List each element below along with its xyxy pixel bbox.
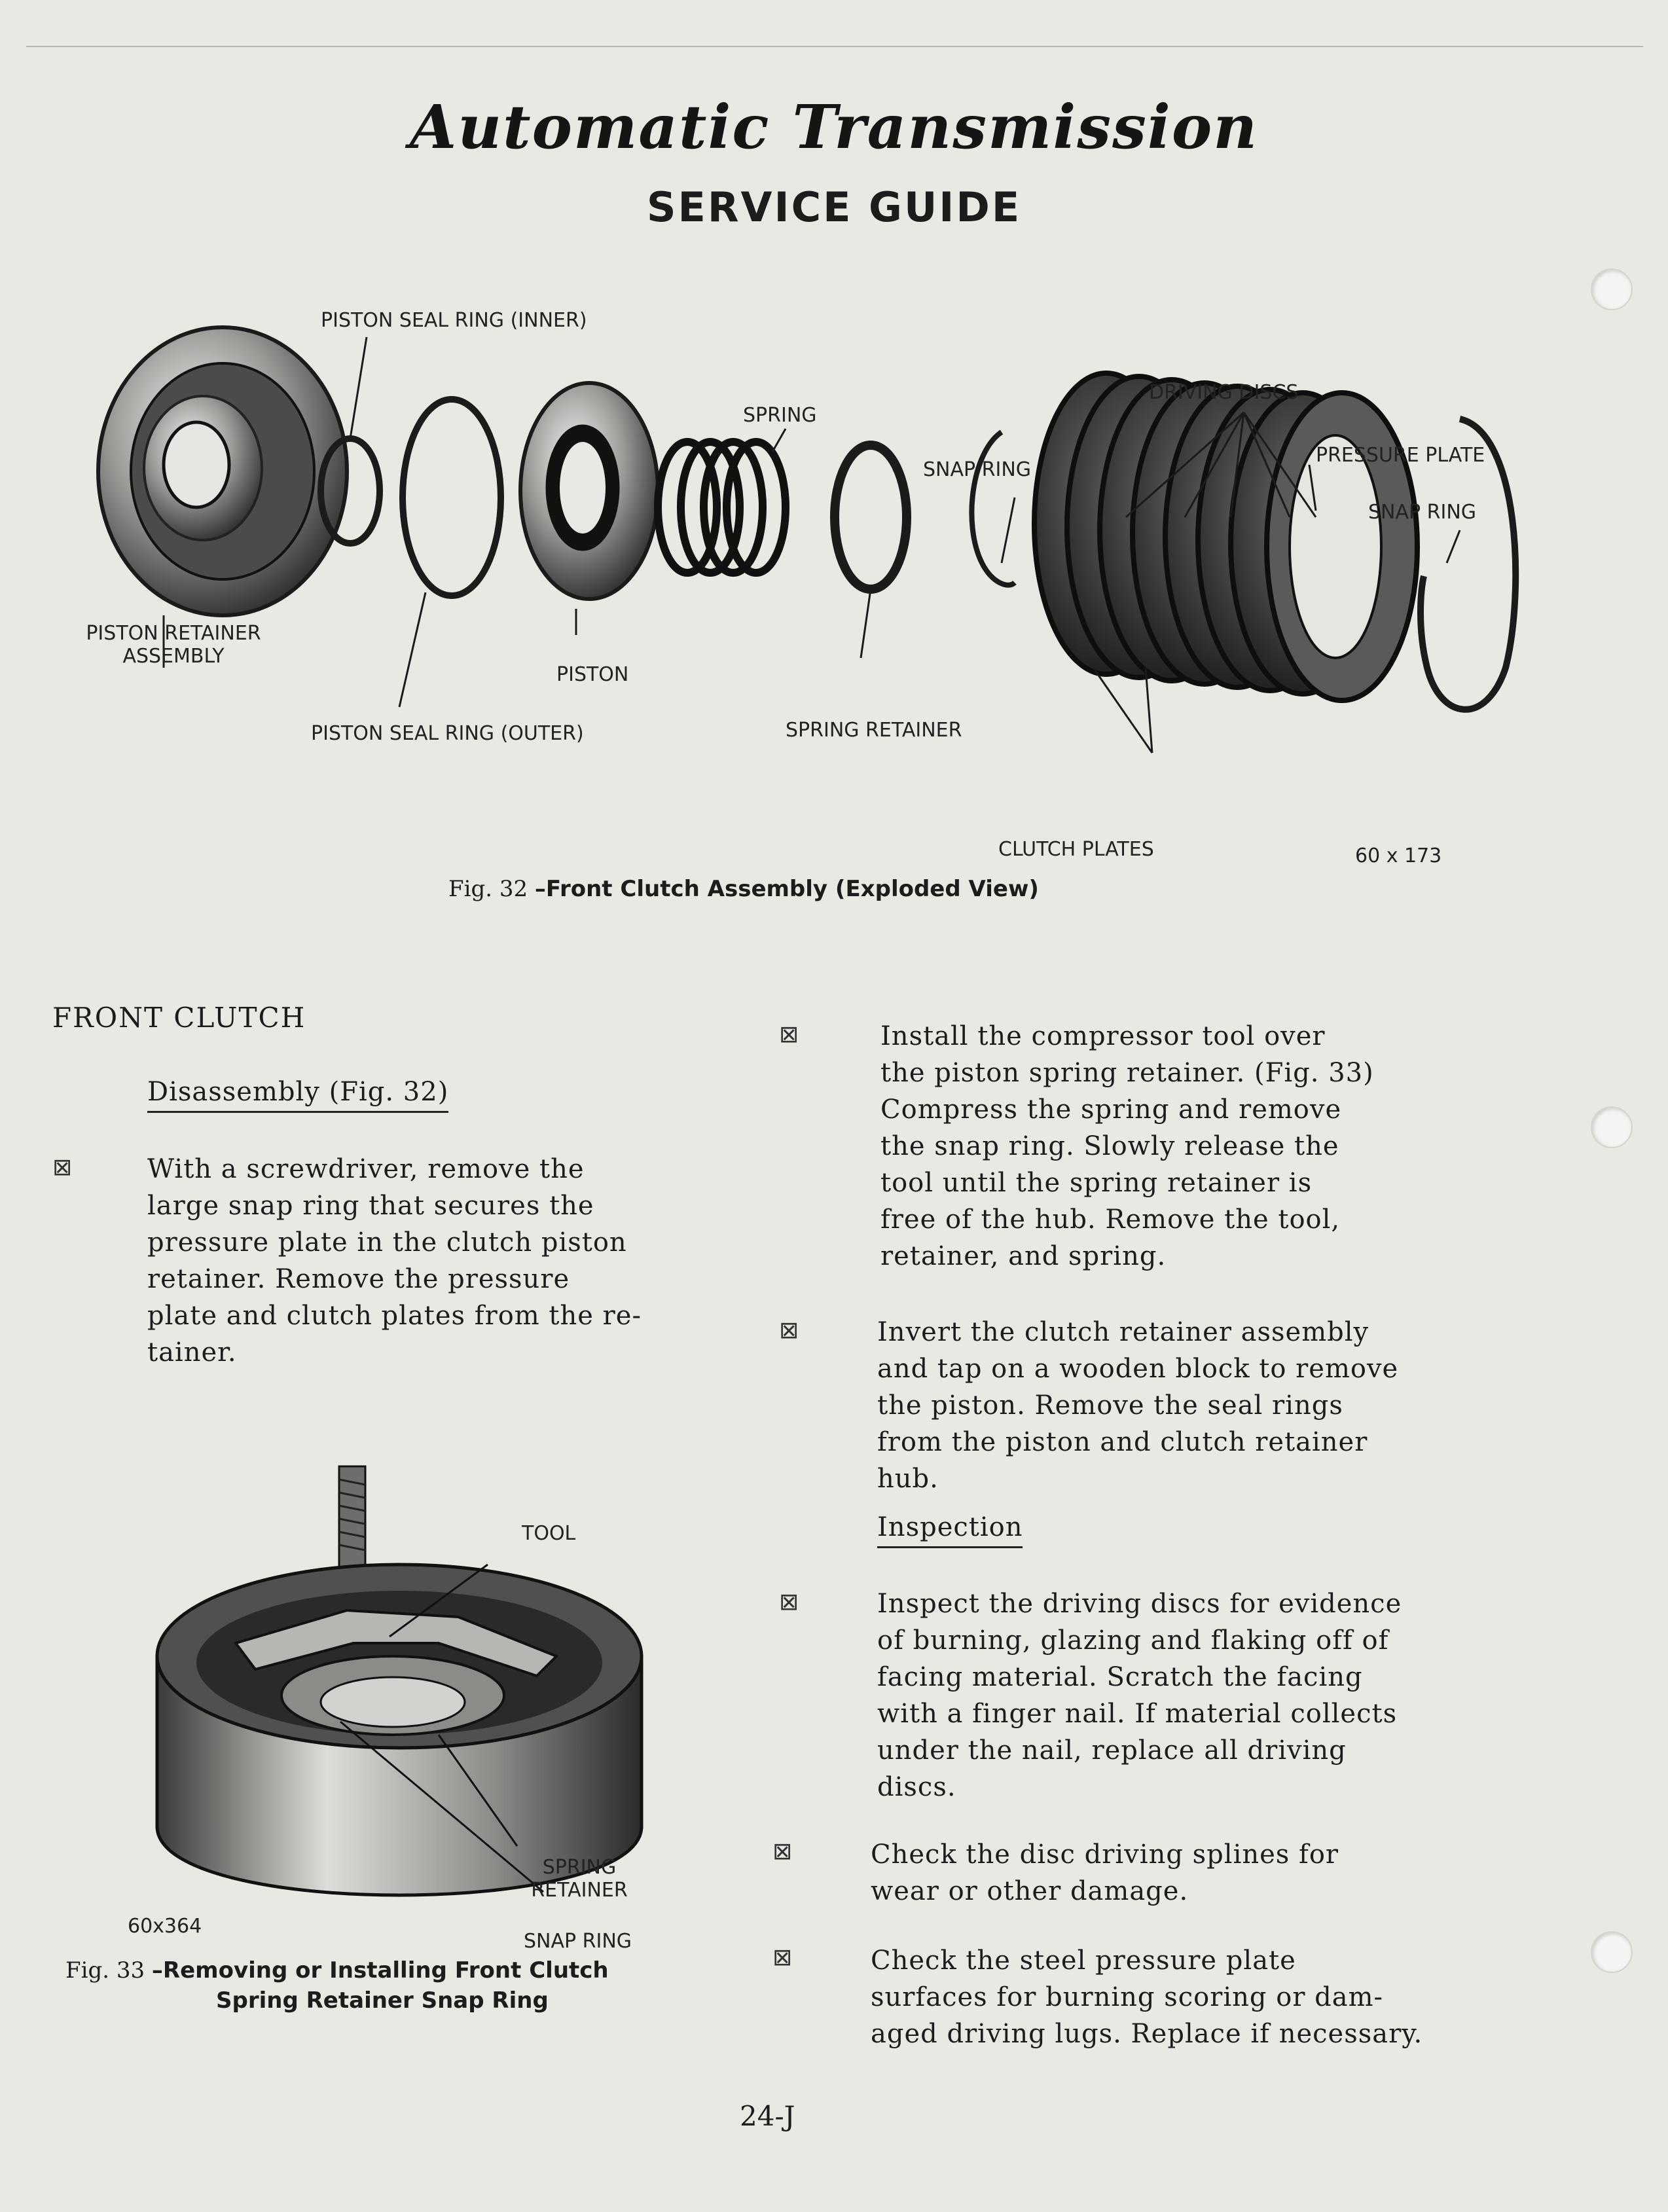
- para-line: the piston spring retainer. (Fig. 33): [880, 1058, 1374, 1088]
- label-spring: SPRING: [743, 404, 817, 427]
- para-line: with a finger nail. If material collects: [877, 1699, 1398, 1729]
- figure-32-caption-title: –Front Clutch Assembly (Exploded View): [534, 876, 1039, 902]
- subsection-title-inspection: Inspection: [877, 1512, 1023, 1548]
- label-piston-seal-outer: PISTON SEAL RING (OUTER): [311, 722, 584, 745]
- para-line: and tap on a wooden block to remove: [877, 1354, 1399, 1384]
- checkbox-bullet: ⊠: [779, 1021, 799, 1048]
- checkbox-bullet: ⊠: [52, 1154, 73, 1181]
- label-tool: TOOL: [522, 1522, 576, 1545]
- para-line: retainer, and spring.: [880, 1241, 1167, 1271]
- checkbox-bullet: ⊠: [779, 1589, 799, 1616]
- para-line: discs.: [877, 1772, 956, 1802]
- figure-32-caption: [448, 876, 1039, 902]
- piston-retainer-drum: [98, 327, 347, 615]
- label-spring-retainer: SPRING RETAINER: [786, 719, 962, 742]
- label-snap-ring-left: SNAP RING: [923, 458, 1032, 481]
- checkbox-bullet: ⊠: [772, 1944, 793, 1971]
- para-line: pressure plate in the clutch piston: [147, 1227, 627, 1258]
- para-line: the snap ring. Slowly release the: [880, 1131, 1339, 1161]
- label-piston: PISTON: [556, 663, 629, 686]
- para-line: tainer.: [147, 1337, 237, 1368]
- figure-33-caption-line2: Spring Retainer Snap Ring: [216, 1987, 549, 2014]
- label-spring-retainer-fig33: [514, 1856, 645, 1902]
- checkbox-bullet: ⊠: [772, 1838, 793, 1865]
- paragraph-disassembly: [147, 1151, 736, 1371]
- paragraph-install-compressor: [880, 1018, 1614, 1275]
- para-line: Check the steel pressure plate: [871, 1946, 1296, 1976]
- label-piston-seal-inner: PISTON SEAL RING (INNER): [321, 309, 587, 332]
- para-line: Invert the clutch retainer assembly: [877, 1317, 1369, 1347]
- spring-retainer-part: [835, 445, 907, 589]
- label-snap-ring-right: SNAP RING: [1368, 501, 1477, 524]
- label-driving-discs: DRIVING DISCS: [1149, 381, 1299, 404]
- para-line: large snap ring that secures the: [147, 1191, 594, 1221]
- label-piston-retainer-line1: PISTON RETAINER: [86, 622, 261, 645]
- para-line: aged driving lugs. Replace if necessary.: [871, 2019, 1423, 2049]
- clutch-pack: [1034, 373, 1417, 700]
- paragraph-invert-retainer: [877, 1314, 1610, 1497]
- para-line: wear or other damage.: [871, 1876, 1189, 1906]
- para-line: free of the hub. Remove the tool,: [880, 1205, 1341, 1235]
- para-line: Compress the spring and remove: [880, 1095, 1342, 1125]
- spring-part: [658, 442, 786, 573]
- paragraph-check-pressure-plate: [871, 1942, 1623, 2052]
- piston-part: [520, 383, 658, 599]
- para-line: With a screwdriver, remove the: [147, 1154, 585, 1184]
- figure-33-caption-prefix: Fig. 33: [65, 1957, 145, 1984]
- punch-hole: [1591, 268, 1633, 310]
- para-line: plate and clutch plates from the re-: [147, 1301, 642, 1331]
- checkbox-bullet: ⊠: [779, 1317, 799, 1344]
- label-pressure-plate: PRESSURE PLATE: [1316, 444, 1485, 467]
- figure-32-exploded-view: [59, 301, 1591, 890]
- label-spring-line1: SPRING: [542, 1856, 617, 1879]
- para-line: from the piston and clutch retainer: [877, 1427, 1368, 1457]
- para-line: retainer. Remove the pressure: [147, 1264, 570, 1294]
- para-line: Check the disc driving splines for: [871, 1840, 1339, 1870]
- page-title: Automatic Transmission: [409, 92, 1259, 162]
- figure-32-negative-number: 60 x 173: [1355, 844, 1442, 867]
- top-border-line: [26, 46, 1643, 47]
- small-snap-ring: [971, 432, 1015, 585]
- label-snap-ring-fig33: SNAP RING: [524, 1930, 632, 1953]
- para-line: Install the compressor tool over: [880, 1021, 1326, 1051]
- label-piston-retainer-assembly: [75, 622, 272, 668]
- para-line: hub.: [877, 1464, 939, 1494]
- page-number: 24-J: [740, 2100, 795, 2132]
- label-spring-line2: RETAINER: [531, 1879, 628, 1902]
- para-line: the piston. Remove the seal rings: [877, 1390, 1343, 1421]
- figure-32-caption-prefix: Fig. 32: [448, 876, 528, 902]
- label-piston-retainer-line2: ASSEMBLY: [122, 645, 225, 668]
- para-line: facing material. Scratch the facing: [877, 1662, 1363, 1692]
- para-line: Inspect the driving discs for evidence: [877, 1589, 1402, 1619]
- label-clutch-plates: CLUTCH PLATES: [998, 838, 1154, 861]
- outer-seal-ring: [403, 399, 501, 596]
- figure-33-caption-line1: –Removing or Installing Front Clutch: [151, 1957, 609, 1984]
- page-subtitle: SERVICE GUIDE: [646, 183, 1022, 231]
- paragraph-inspect-discs: [877, 1586, 1630, 1805]
- para-line: surfaces for burning scoring or dam-: [871, 1982, 1384, 2012]
- para-line: of burning, glazing and flaking off of: [877, 1625, 1389, 1656]
- subsection-title-disassembly: Disassembly (Fig. 32): [147, 1077, 448, 1113]
- figure-33-caption: [65, 1957, 720, 2014]
- para-line: tool until the spring retainer is: [880, 1168, 1313, 1198]
- paragraph-check-splines: [871, 1836, 1604, 1910]
- figure-33-negative-number: 60x364: [128, 1915, 202, 1938]
- para-line: under the nail, replace all driving: [877, 1735, 1347, 1766]
- section-title-front-clutch: FRONT CLUTCH: [52, 1002, 306, 1034]
